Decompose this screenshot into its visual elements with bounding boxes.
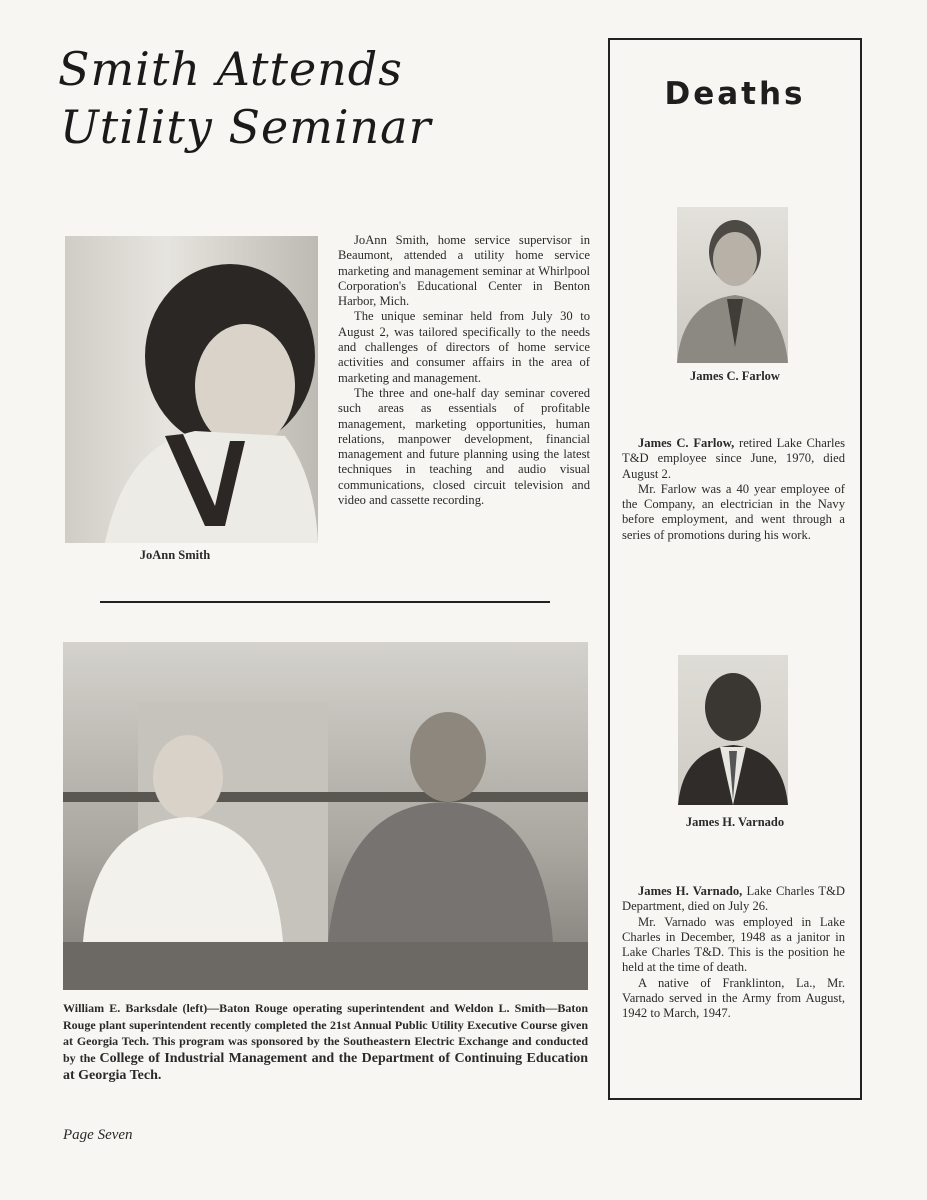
article-paragraph: The unique seminar held from July 30 to August 2, was tailored specifically to the needs and challenges of directors of home service activities and consumer affairs in the area of marketing and management. [338,309,590,385]
caption-text: William E. Barksdale (left)—Baton Rouge operating superintendent and Weldon L. Smith—Baton Rouge plant superintendent recently completed the 21st Annual Public Utility Executive Course given at Georgia Tech. This program was sponsored by the Southeastern Electric Exchange and conducted by the [63,1001,588,1065]
farlow-obituary [622,436,845,543]
farlow-photo [677,207,788,363]
varnado-photo [678,655,788,805]
obituary-name: James C. Farlow, [638,436,735,450]
group-photo-caption [63,1000,588,1085]
caption-text-end: College of Industrial Management and the Department of Continuing Education at Georgia Tech. [63,1050,589,1083]
title-line-2: Utility Seminar [60,100,432,154]
varnado-photo-caption: James H. Varnado [685,815,785,829]
article-body [338,233,590,508]
portrait-figure [65,236,318,543]
article-paragraph: JoAnn Smith, home service supervisor in Beaumont, attended a utility home service marketing and management seminar at Whirlpool Corporation's Educational Center in Benton Harbor, Mich. [338,233,590,309]
section-divider [100,601,550,603]
obituary-text: Lake Charles T&D Department, died on July 26. [622,884,845,914]
obituary-paragraph: Mr. Varnado was employed in Lake Charles in December, 1948 as a janitor in Lake Charles T&D. This is the position he held at the time of death. [622,914,845,975]
page-number: Page Seven [63,1127,133,1143]
varnado-figure [678,655,788,805]
obituary-paragraph: Mr. Farlow was a 40 year employee of the Company, an electrician in the Navy before employment, and went through a series of promotions during his work. [622,481,845,542]
deaths-heading: Deaths [664,76,806,112]
obituary-paragraph [622,884,845,915]
article-paragraph: The three and one-half day seminar covered such areas as essentials of profitable management, marketing opportunities, human relations, manpower development, financial management and future planning using the latest techniques in teaching and audio visual communications, closed circuit television and video and cassette recording. [338,385,590,508]
varnado-obituary [622,884,845,1022]
title-line-1: Smith Attends [58,42,403,96]
obituary-name: James H. Varnado, [638,884,743,898]
farlow-figure [677,207,788,363]
farlow-photo-caption: James C. Farlow [690,369,780,383]
joann-photo-caption: JoAnn Smith [139,548,211,562]
obituary-paragraph [622,436,845,482]
obituary-paragraph: A native of Franklinton, La., Mr. Varnado served in the Army from August, 1942 to March, 1947. [622,975,845,1021]
group-photo-figures [63,642,588,990]
obituary-text: retired Lake Charles T&D employee since June, 1970, died August 2. [622,436,845,481]
joann-smith-photo [65,236,318,543]
article-title [58,40,432,156]
group-photo [63,642,588,990]
